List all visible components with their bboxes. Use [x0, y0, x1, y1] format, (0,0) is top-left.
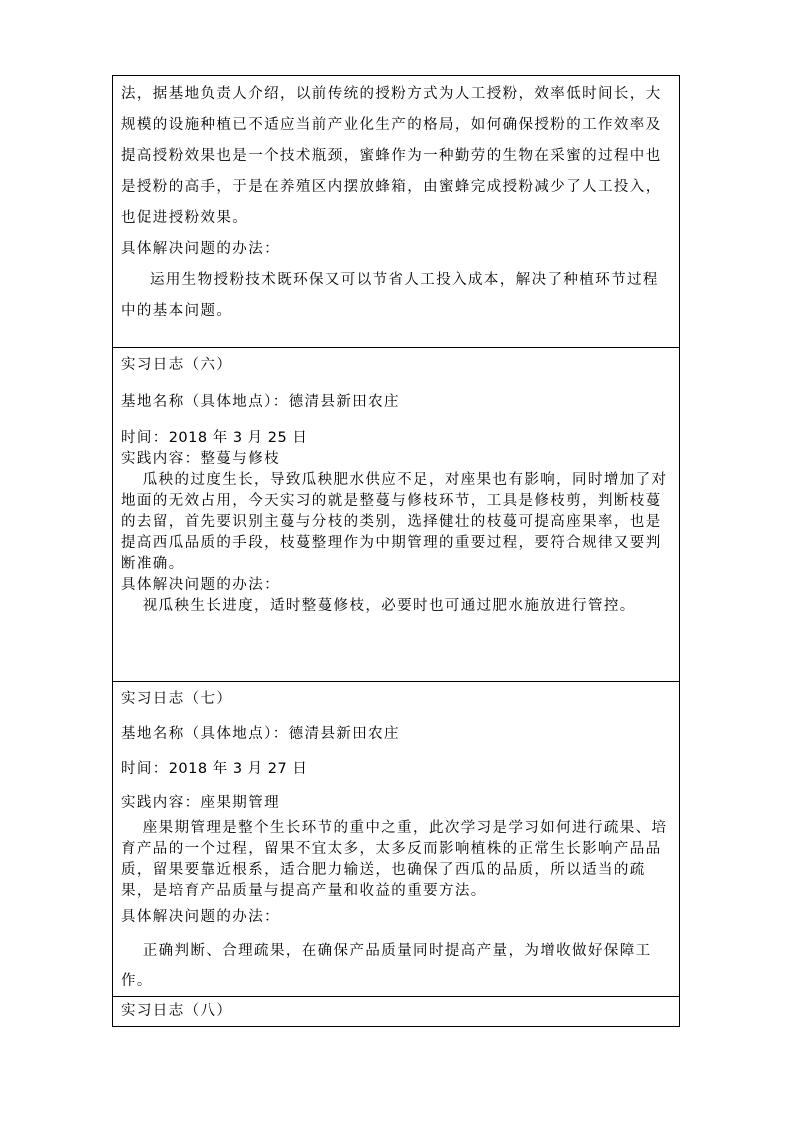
internship-log-table: [112, 75, 680, 1027]
log-entry-previous: [113, 76, 680, 348]
entry-site: 基地名称（具体地点）：德清县新田农庄: [121, 726, 400, 742]
log-entry-8: [113, 997, 680, 1027]
log-entry-8-cell: [113, 997, 680, 1027]
entry-title: 实习日志（六）: [121, 357, 233, 373]
solution-label: 具体解决问题的办法：: [121, 577, 280, 593]
entry-practice: 实践内容：整蔓与修枝: [121, 451, 280, 467]
entry-body: 法，据基地负责人介绍，以前传统的授粉方式为人工授粉，效率低时间长，大规模的设施种植已不适应当前产业化生产的格局，如何确保授粉的工作效率及提高授粉效果也是一个技术瓶颈，蜜蜂作为一种勤劳的生物在采蜜的过程中也是授粉的高手，于是在养殖区内摆放蜂箱，由蜜蜂完成授粉减少了人工投入，也促进授粉效果。: [121, 86, 662, 226]
time-value: 2018 年 3 月 27 日: [168, 761, 308, 777]
log-entry-7: [113, 682, 680, 997]
log-entry-6-cell: [113, 348, 680, 682]
entry-title: 实习日志（八）: [121, 1003, 233, 1019]
log-entry-previous-cell: [113, 76, 680, 348]
entry-time: [121, 754, 671, 784]
solution-text: 视瓜秧生长进度，适时整蔓修枝，必要时也可通过肥水施放进行管控。: [142, 598, 636, 614]
entry-time: [121, 428, 671, 449]
entry-site: 基地名称（具体地点）：德清县新田农庄: [121, 394, 400, 410]
entry-practice: 实践内容：座果期管理: [121, 795, 280, 811]
entry-body: 瓜秧的过度生长，导致瓜秧肥水供应不足，对座果也有影响，同时增加了对地面的无效占用，今天实习的就是整蔓与修枝环节，工具是修枝剪，判断枝蔓的去留，首先要识别主蔓与分枝的类别，选择健壮的枝蔓可提高座果率，也是提高西瓜品质的手段，枝蔓整理作为中期管理的重要过程，要符合规律又要判断准确。: [121, 472, 668, 572]
solution-text: 正确判断、合理疏果，在确保产品质量同时提高产量，为增收做好保障工作。: [121, 943, 652, 989]
time-label: 时间：: [121, 430, 169, 446]
solution-text: 运用生物授粉技术既环保又可以节省人工投入成本，解决了种植环节过程中的基本问题。: [121, 272, 659, 319]
solution-label: 具体解决问题的办法：: [121, 241, 280, 257]
log-entry-6: [113, 348, 680, 682]
time-label: 时间：: [121, 761, 169, 777]
entry-body: 座果期管理是整个生长环节的重中之重，此次学习是学习如何进行疏果、培育产品的一个过程，留果不宜太多，太多反而影响植株的正常生长影响产品品质，留果要靠近根系，适合肥力输送，也确保了西瓜的品质，所以适当的疏果，是培育产品质量与提高产量和收益的重要方法。: [121, 820, 668, 899]
entry-title: 实习日志（七）: [121, 691, 233, 707]
log-entry-7-cell: [113, 682, 680, 997]
solution-label: 具体解决问题的办法：: [121, 909, 280, 925]
time-value: 2018 年 3 月 25 日: [168, 430, 308, 446]
